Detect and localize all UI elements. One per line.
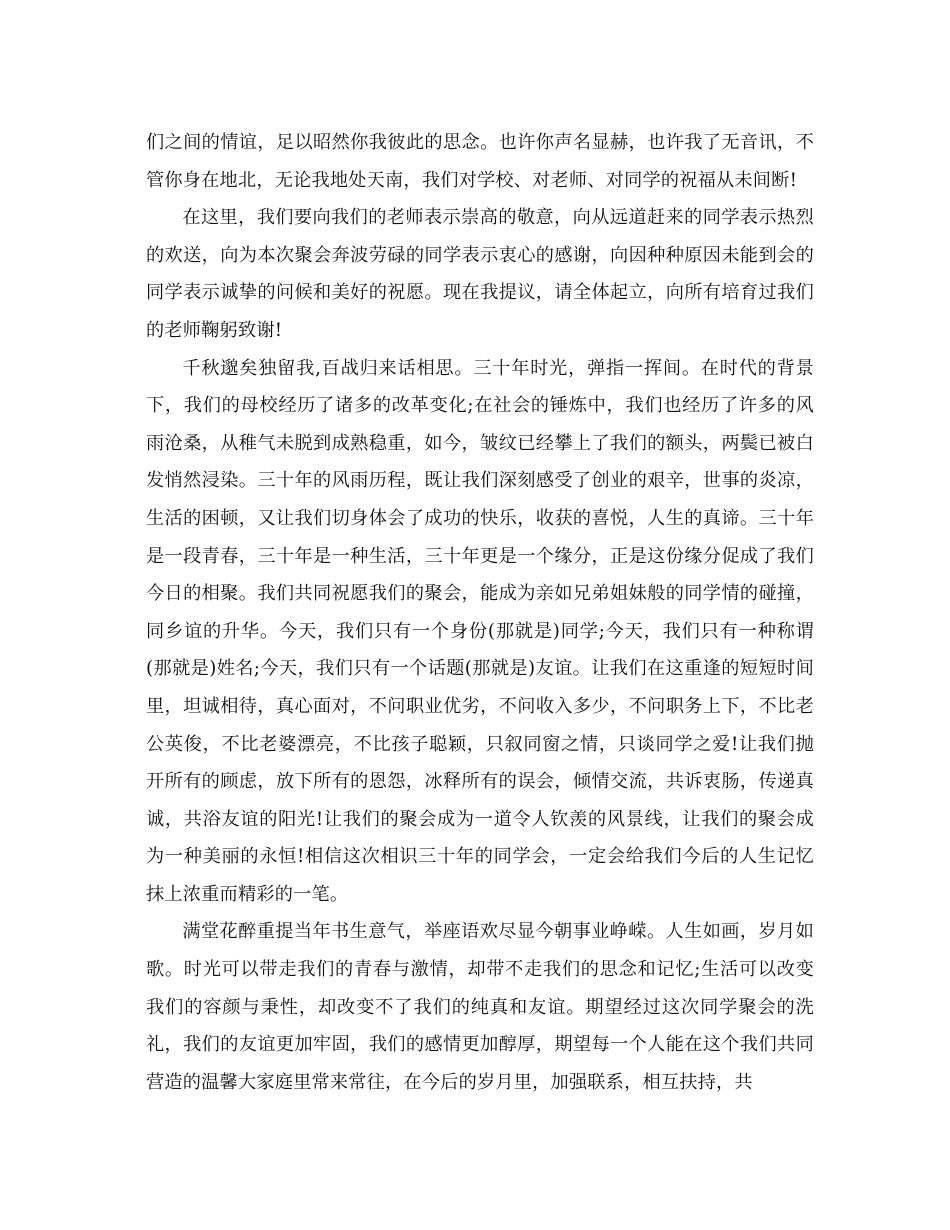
paragraph-3: 千秋邈矣独留我,百战归来话相思。三十年时光，弹指一挥间。在时代的背景下，我们的母校经历了诸多的改革变化;在社会的锤炼中，我们也经历了许多的风雨沧桑，从稚气未脱到成熟稳重，如今，皱纹已经攀上了我们的额头，两鬓已被白发悄然浸染。三十年的风雨历程，既让我们深刻感受了创业的艰辛，世事的炎凉，生活的困顿，又让我们切身体会了成功的快乐，收获的喜悦，人生的真谛。三十年是一段青春，三十年是一种生活，三十年更是一个缘分，正是这份缘分促成了我们今日的相聚。我们共同祝愿我们的聚会，能成为亲如兄弟姐妹般的同学情的碰撞，同乡谊的升华。今天，我们只有一个身份(那就是)同学;今天，我们只有一种称谓(那就是)姓名;今天，我们只有一个话题(那就是)友谊。让我们在这重逢的短短时间里，坦诚相待，真心面对，不问职业优劣，不问收入多少，不问职务上下，不比老公英俊，不比老婆漂亮，不比孩子聪颖，只叙同窗之情，只谈同学之爱!让我们抛开所有的顾虑，放下所有的恩怨，冰释所有的误会，倾情交流，共诉衷肠，传递真诚，共浴友谊的阳光!让我们的聚会成为一道令人钦羡的风景线，让我们的聚会成为一种美丽的永恒!相信这次相识三十年的同学会，一定会给我们今后的人生记忆抹上浓重而精彩的一笔。: [146, 357, 814, 905]
paragraph-4: 满堂花醉重提当年书生意气，举座语欢尽显今朝事业峥嵘。人生如画，岁月如歌。时光可以带走我们的青春与激情，却带不走我们的思念和记忆;生活可以改变我们的容颜与秉性，却改变不了我们的纯真和友谊。期望经过这次同学聚会的洗礼，我们的友谊更加牢固，我们的感情更加醇厚，期望每一个人能在这个我们共同营造的温馨大家庭里常来常往，在今后的岁月里，加强联系，相互扶持，共: [146, 921, 814, 1093]
document-body: [146, 124, 814, 1101]
paragraph-2: 在这里，我们要向我们的老师表示崇高的敬意，向从远道赶来的同学表示热烈的欢送，向为本次聚会奔波劳碌的同学表示衷心的感谢，向因种种原因未能到会的同学表示诚挚的问候和美好的祝愿。现在我提议，请全体起立，向所有培育过我们的老师鞠躬致谢!: [146, 207, 814, 341]
paragraph-1: 们之间的情谊，足以昭然你我彼此的思念。也许你声名显赫，也许我了无音讯，不管你身在地北，无论我地处天南，我们对学校、对老师、对同学的祝福从未间断!: [146, 132, 814, 191]
